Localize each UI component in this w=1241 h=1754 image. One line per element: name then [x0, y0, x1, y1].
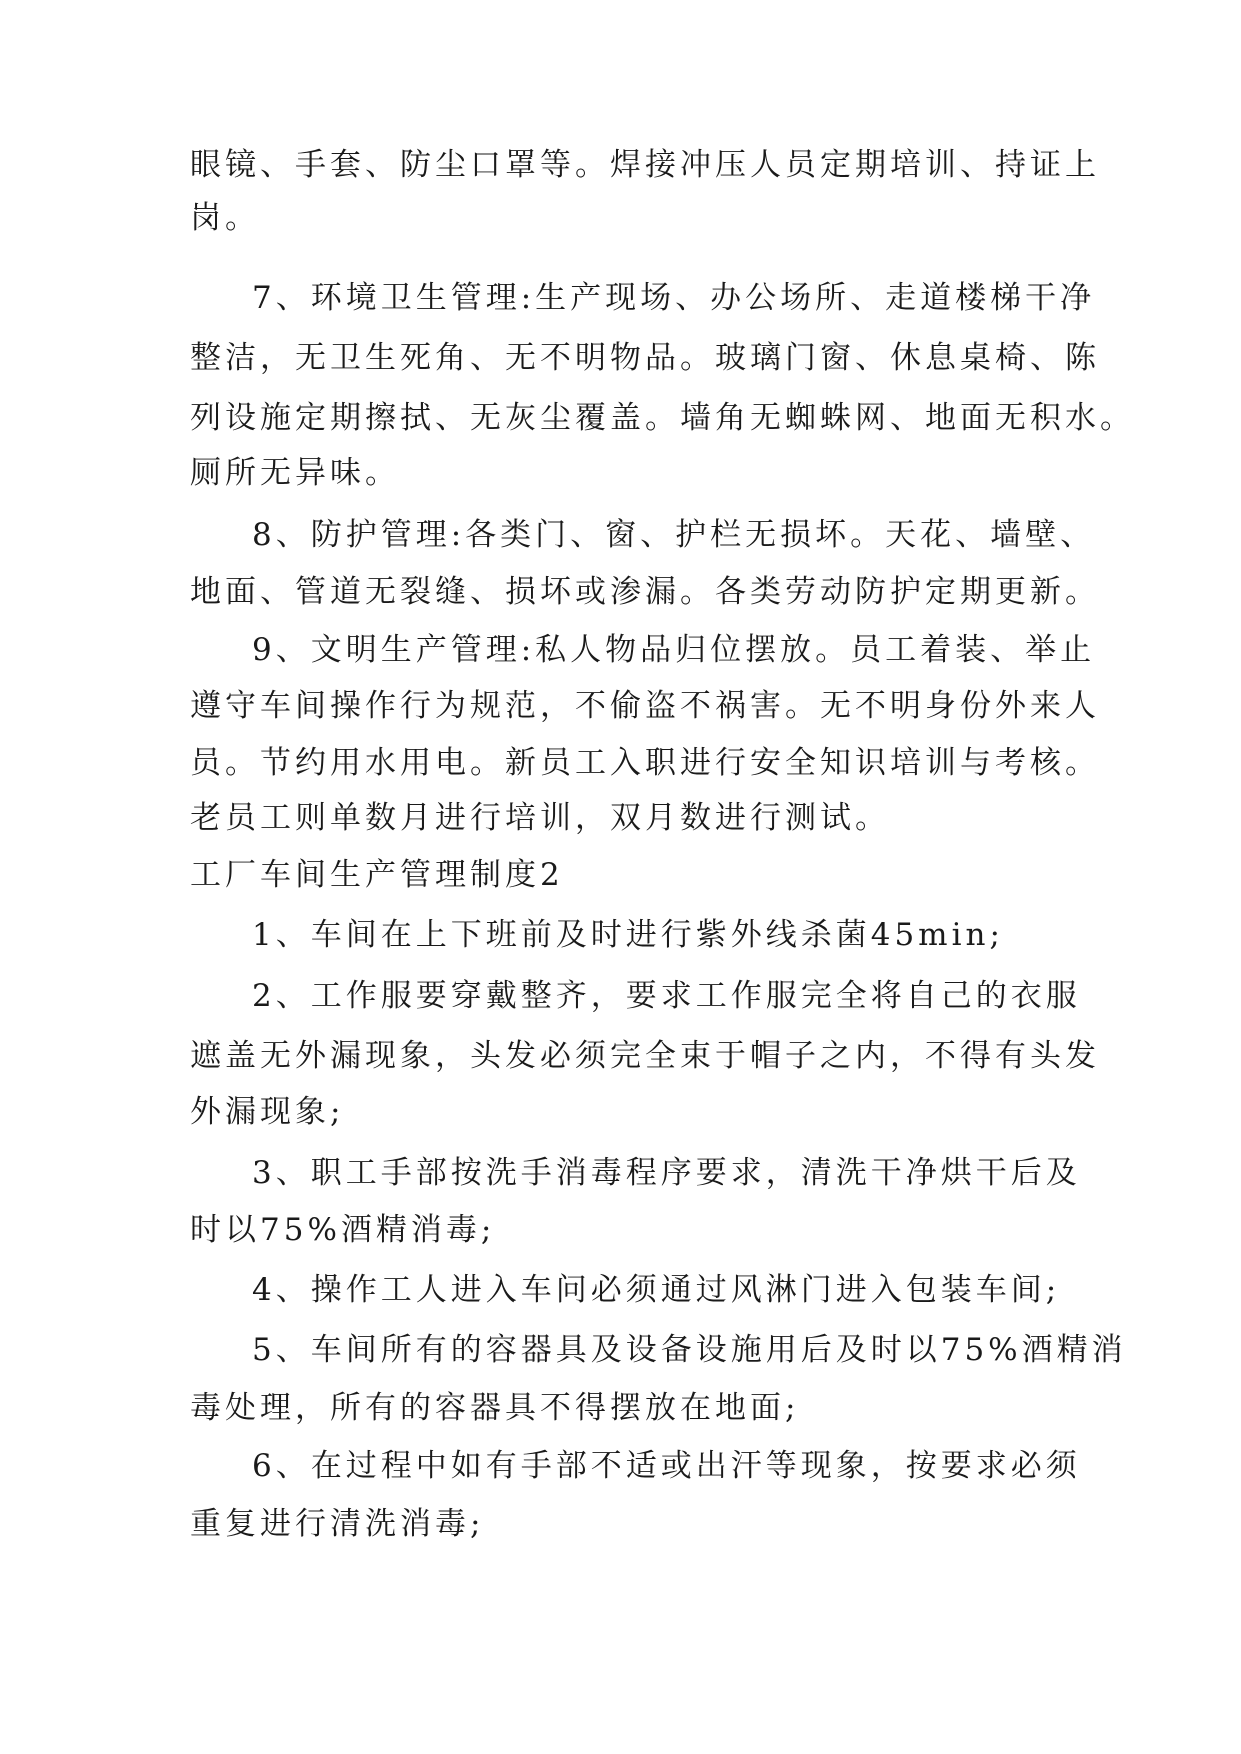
rule-2: 2、工作服要穿戴整齐，要求工作服完全将自己的衣服 — [252, 978, 1081, 1014]
rule-1: 1、车间在上下班前及时进行紫外线杀菌45min; — [252, 917, 1004, 953]
rule-5: 5、车间所有的容器具及设备设施用后及时以75%酒精消 — [252, 1332, 1127, 1368]
text-line: 岗。 — [190, 200, 260, 236]
text-line: 毒处理，所有的容器具不得摆放在地面; — [190, 1390, 800, 1426]
document-title: 工厂车间生产管理制度2 — [190, 857, 564, 893]
rule-6: 6、在过程中如有手部不适或出汗等现象，按要求必须 — [252, 1448, 1081, 1484]
text-line: 遮盖无外漏现象，头发必须完全束于帽子之内，不得有头发 — [190, 1038, 1100, 1074]
text-line: 老员工则单数月进行培训，双月数进行测试。 — [190, 800, 890, 836]
text-line: 列设施定期擦拭、无灰尘覆盖。墙角无蜘蛛网、地面无积水。 — [190, 400, 1135, 436]
section-7-heading: 7、环境卫生管理:生产现场、办公场所、走道楼梯干净 — [252, 280, 1096, 316]
rule-3: 3、职工手部按洗手消毒程序要求，清洗干净烘干后及 — [252, 1155, 1081, 1191]
text-line: 遵守车间操作行为规范，不偷盗不祸害。无不明身份外来人 — [190, 688, 1100, 724]
text-line: 员。节约用水用电。新员工入职进行安全知识培训与考核。 — [190, 745, 1100, 781]
section-9-heading: 9、文明生产管理:私人物品归位摆放。员工着装、举止 — [252, 632, 1096, 668]
text-line: 地面、管道无裂缝、损坏或渗漏。各类劳动防护定期更新。 — [190, 574, 1100, 610]
text-line: 时以75%酒精消毒; — [190, 1212, 496, 1248]
section-8-heading: 8、防护管理:各类门、窗、护栏无损坏。天花、墙壁、 — [252, 517, 1096, 553]
text-line: 厕所无异味。 — [190, 455, 400, 491]
text-line: 重复进行清洗消毒; — [190, 1506, 485, 1542]
text-line: 外漏现象; — [190, 1094, 345, 1130]
text-line: 眼镜、手套、防尘口罩等。焊接冲压人员定期培训、持证上 — [190, 147, 1100, 183]
rule-4: 4、操作工人进入车问必须通过风淋门进入包装车间; — [252, 1272, 1061, 1308]
text-line: 整洁，无卫生死角、无不明物品。玻璃门窗、休息桌椅、陈 — [190, 340, 1100, 376]
